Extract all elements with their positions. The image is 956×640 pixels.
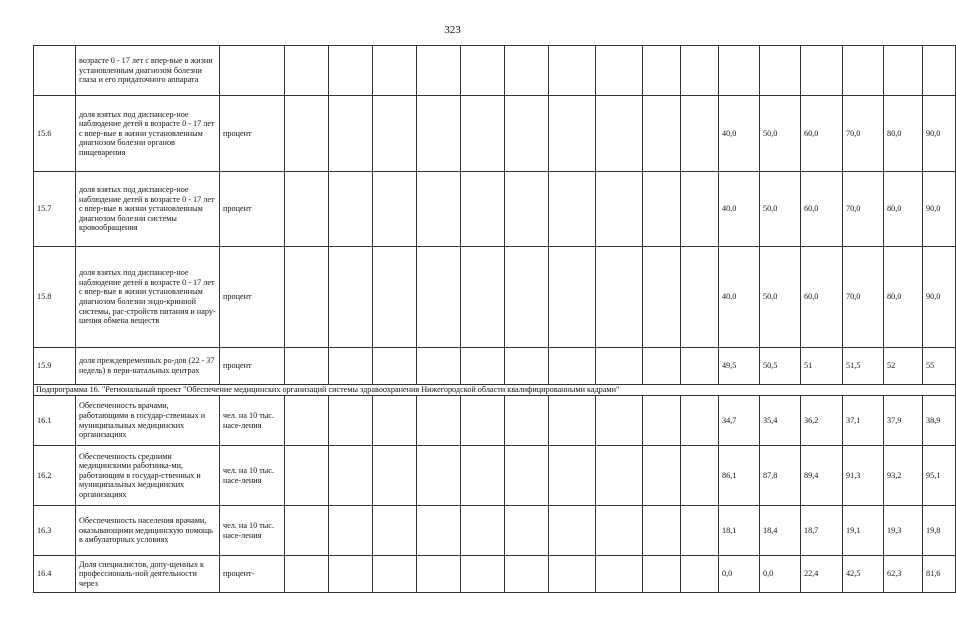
- empty-cell: [596, 96, 643, 172]
- subprogram-row: [34, 385, 956, 396]
- empty-cell: [681, 506, 719, 556]
- empty-cell: [549, 506, 596, 556]
- value-cell: 51: [801, 348, 843, 385]
- indicator-name: доля взятых под диспансер-ное наблюдение детей в возрасте 0 - 17 лет с впер-вые в жизни установленным диагнозом болезни эндо-кринной системы, рас-стройств питания и нару-шения обмена веществ: [76, 247, 220, 348]
- value-cell: 0,0: [760, 556, 801, 593]
- unit-cell: процент: [220, 247, 285, 348]
- empty-cell: [596, 446, 643, 506]
- empty-cell: [417, 46, 461, 96]
- value-cell: 86,1: [719, 446, 760, 506]
- value-cell: 42,5: [843, 556, 884, 593]
- empty-cell: [681, 446, 719, 506]
- empty-cell: [373, 348, 417, 385]
- empty-cell: [329, 46, 373, 96]
- empty-cell: [549, 172, 596, 247]
- empty-cell: [417, 247, 461, 348]
- value-cell: [760, 46, 801, 96]
- empty-cell: [373, 96, 417, 172]
- empty-cell: [549, 96, 596, 172]
- empty-cell: [285, 348, 329, 385]
- indicator-name: доля преждевременных ро-дов (22 - 37 недель) в пери-натальных центрах: [76, 348, 220, 385]
- value-cell: 22,4: [801, 556, 843, 593]
- empty-cell: [329, 96, 373, 172]
- value-cell: 70,0: [843, 172, 884, 247]
- empty-cell: [285, 506, 329, 556]
- empty-cell: [681, 172, 719, 247]
- value-cell: 80,0: [884, 96, 923, 172]
- indicator-name: возрасте 0 - 17 лет с впер-вые в жизни установленным диагнозом болезни глаза и его придаточного аппарата: [76, 46, 220, 96]
- value-cell: 0,0: [719, 556, 760, 593]
- empty-cell: [285, 96, 329, 172]
- empty-cell: [596, 46, 643, 96]
- row-number: 16.3: [34, 506, 76, 556]
- value-cell: 89,4: [801, 446, 843, 506]
- page-number: 323: [444, 24, 461, 36]
- empty-cell: [461, 247, 505, 348]
- empty-cell: [461, 172, 505, 247]
- empty-cell: [643, 247, 681, 348]
- empty-cell: [329, 446, 373, 506]
- value-cell: 87,8: [760, 446, 801, 506]
- empty-cell: [681, 396, 719, 446]
- empty-cell: [505, 96, 549, 172]
- row-number: 16.2: [34, 446, 76, 506]
- empty-cell: [417, 506, 461, 556]
- value-cell: 55: [923, 348, 956, 385]
- empty-cell: [461, 96, 505, 172]
- empty-cell: [505, 446, 549, 506]
- unit-cell: чел. на 10 тыс. насе-ления: [220, 506, 285, 556]
- value-cell: 90,0: [923, 247, 956, 348]
- empty-cell: [329, 506, 373, 556]
- unit-cell: процент: [220, 348, 285, 385]
- table-row: [34, 556, 956, 593]
- value-cell: 50,0: [760, 247, 801, 348]
- indicator-name: Обеспеченность врачами, работающими в государ-ственных и муниципальных медицинских организациях: [76, 396, 220, 446]
- empty-cell: [681, 556, 719, 593]
- value-cell: [843, 46, 884, 96]
- value-cell: 37,1: [843, 396, 884, 446]
- empty-cell: [373, 446, 417, 506]
- row-number: 15.9: [34, 348, 76, 385]
- unit-cell: процент: [220, 172, 285, 247]
- value-cell: 90,0: [923, 172, 956, 247]
- value-cell: 18,4: [760, 506, 801, 556]
- table-row: [34, 396, 956, 446]
- empty-cell: [417, 446, 461, 506]
- indicator-name: доля взятых под диспансер-ное наблюдение детей в возрасте 0 - 17 лет с впер-вые в жизни установленным диагнозом болезни системы кровообращения: [76, 172, 220, 247]
- empty-cell: [643, 396, 681, 446]
- empty-cell: [643, 446, 681, 506]
- value-cell: 35,4: [760, 396, 801, 446]
- empty-cell: [285, 46, 329, 96]
- subprogram-title: Подпрограмма 16. "Региональный проект "Обеспечение медицинских организаций системы здравоохранения Нижегородской области квалифицированными кадрами": [34, 385, 956, 396]
- unit-cell: чел. на 10 тыс. насе-ления: [220, 446, 285, 506]
- empty-cell: [461, 396, 505, 446]
- row-number: 15.7: [34, 172, 76, 247]
- empty-cell: [417, 556, 461, 593]
- empty-cell: [596, 348, 643, 385]
- row-number: 15.8: [34, 247, 76, 348]
- value-cell: [719, 46, 760, 96]
- empty-cell: [461, 556, 505, 593]
- empty-cell: [681, 46, 719, 96]
- empty-cell: [329, 396, 373, 446]
- empty-cell: [461, 46, 505, 96]
- empty-cell: [417, 96, 461, 172]
- value-cell: 40,0: [719, 172, 760, 247]
- value-cell: 80,0: [884, 247, 923, 348]
- unit-cell: процент: [220, 96, 285, 172]
- empty-cell: [643, 348, 681, 385]
- row-number: 15.6: [34, 96, 76, 172]
- value-cell: 62,3: [884, 556, 923, 593]
- empty-cell: [417, 172, 461, 247]
- table-row: [34, 446, 956, 506]
- value-cell: 51,5: [843, 348, 884, 385]
- indicator-name: доля взятых под диспансер-ное наблюдение детей в возрасте 0 - 17 лет с впер-вые в жизни установленным диагнозом болезни органов пищеварения: [76, 96, 220, 172]
- value-cell: 19,3: [884, 506, 923, 556]
- empty-cell: [373, 396, 417, 446]
- value-cell: 52: [884, 348, 923, 385]
- value-cell: 34,7: [719, 396, 760, 446]
- empty-cell: [373, 556, 417, 593]
- unit-cell: процент-: [220, 556, 285, 593]
- value-cell: 18,7: [801, 506, 843, 556]
- empty-cell: [505, 172, 549, 247]
- empty-cell: [505, 506, 549, 556]
- empty-cell: [505, 247, 549, 348]
- empty-cell: [373, 46, 417, 96]
- value-cell: 60,0: [801, 172, 843, 247]
- indicator-name: Доля специалистов, допу-щенных к профессиональ-ной деятельности через: [76, 556, 220, 593]
- value-cell: 60,0: [801, 247, 843, 348]
- value-cell: 37,9: [884, 396, 923, 446]
- value-cell: 80,0: [884, 172, 923, 247]
- table-row: [34, 96, 956, 172]
- empty-cell: [373, 247, 417, 348]
- value-cell: 95,1: [923, 446, 956, 506]
- empty-cell: [596, 556, 643, 593]
- empty-cell: [417, 348, 461, 385]
- empty-cell: [681, 247, 719, 348]
- empty-cell: [373, 172, 417, 247]
- empty-cell: [596, 172, 643, 247]
- empty-cell: [285, 446, 329, 506]
- unit-cell: чел. на 10 тыс. насе-ления: [220, 396, 285, 446]
- table-row: [34, 247, 956, 348]
- indicators-table: [33, 45, 956, 593]
- empty-cell: [329, 556, 373, 593]
- value-cell: 19,8: [923, 506, 956, 556]
- value-cell: 50,0: [760, 96, 801, 172]
- unit-cell: [220, 46, 285, 96]
- empty-cell: [596, 506, 643, 556]
- empty-cell: [549, 396, 596, 446]
- indicator-name: Обеспеченность средними медицинскими работника-ми, работающим в государ-ственных и муниципальных медицинских организациях: [76, 446, 220, 506]
- value-cell: 50,5: [760, 348, 801, 385]
- empty-cell: [505, 556, 549, 593]
- value-cell: [884, 46, 923, 96]
- empty-cell: [549, 556, 596, 593]
- row-number: [34, 46, 76, 96]
- empty-cell: [596, 396, 643, 446]
- value-cell: 70,0: [843, 247, 884, 348]
- indicator-name: Обеспеченность населения врачами, оказывающими медицинскую помощь в амбулаторных условиях: [76, 506, 220, 556]
- value-cell: 93,2: [884, 446, 923, 506]
- value-cell: 90,0: [923, 96, 956, 172]
- empty-cell: [329, 172, 373, 247]
- empty-cell: [505, 46, 549, 96]
- empty-cell: [285, 556, 329, 593]
- empty-cell: [549, 348, 596, 385]
- empty-cell: [643, 506, 681, 556]
- value-cell: 40,0: [719, 247, 760, 348]
- value-cell: 70,0: [843, 96, 884, 172]
- empty-cell: [417, 396, 461, 446]
- empty-cell: [681, 96, 719, 172]
- empty-cell: [643, 96, 681, 172]
- value-cell: 19,1: [843, 506, 884, 556]
- empty-cell: [505, 396, 549, 446]
- empty-cell: [329, 247, 373, 348]
- empty-cell: [549, 46, 596, 96]
- empty-cell: [285, 247, 329, 348]
- value-cell: 18,1: [719, 506, 760, 556]
- empty-cell: [596, 247, 643, 348]
- empty-cell: [329, 348, 373, 385]
- empty-cell: [285, 396, 329, 446]
- value-cell: 81,6: [923, 556, 956, 593]
- empty-cell: [549, 247, 596, 348]
- value-cell: 50,0: [760, 172, 801, 247]
- table-row: [34, 348, 956, 385]
- table-row: [34, 172, 956, 247]
- empty-cell: [461, 348, 505, 385]
- empty-cell: [549, 446, 596, 506]
- value-cell: 40,0: [719, 96, 760, 172]
- empty-cell: [681, 348, 719, 385]
- table-row: [34, 46, 956, 96]
- value-cell: 91,3: [843, 446, 884, 506]
- empty-cell: [643, 46, 681, 96]
- row-number: 16.1: [34, 396, 76, 446]
- empty-cell: [643, 172, 681, 247]
- empty-cell: [285, 172, 329, 247]
- value-cell: 36,2: [801, 396, 843, 446]
- empty-cell: [461, 506, 505, 556]
- value-cell: 60,0: [801, 96, 843, 172]
- row-number: 16.4: [34, 556, 76, 593]
- value-cell: 49,5: [719, 348, 760, 385]
- value-cell: 38,9: [923, 396, 956, 446]
- empty-cell: [373, 506, 417, 556]
- table-row: [34, 506, 956, 556]
- empty-cell: [643, 556, 681, 593]
- value-cell: [801, 46, 843, 96]
- empty-cell: [461, 446, 505, 506]
- value-cell: [923, 46, 956, 96]
- empty-cell: [505, 348, 549, 385]
